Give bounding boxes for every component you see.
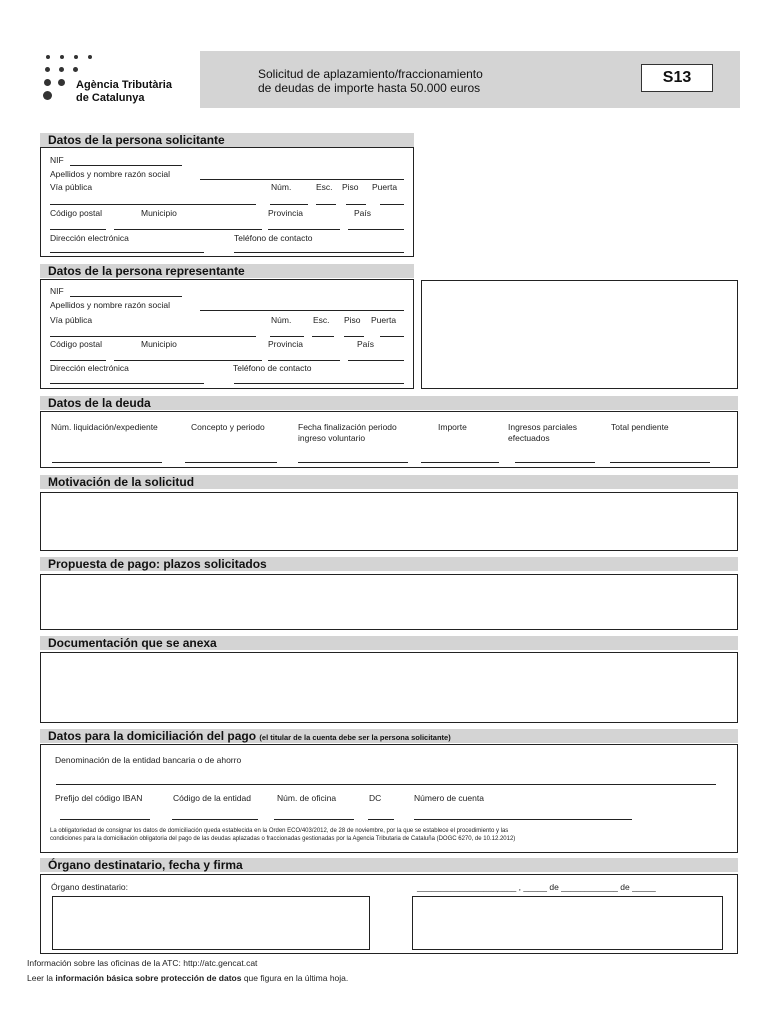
representante-email-label: Dirección electrónica (50, 363, 129, 373)
footer-leer-link[interactable]: información básica sobre protección de datos (55, 973, 242, 983)
deuda-importe-field[interactable] (421, 462, 499, 463)
footer-leer-post: que figura en la última hoja. (241, 973, 349, 983)
representante-piso-label: Piso (344, 315, 361, 325)
deuda-col-expediente: Núm. liquidación/expediente (51, 422, 158, 432)
domiciliacion-title: Datos para la domiciliación del pago (48, 729, 257, 743)
domiciliacion-iban-label: Prefijo del código IBAN (55, 793, 143, 803)
solicitante-via-field[interactable] (50, 204, 256, 205)
representante-cp-field[interactable] (50, 360, 106, 361)
documentacion-textarea[interactable] (40, 652, 738, 723)
representante-pais-label: País (357, 339, 375, 349)
domiciliacion-oficina-label: Núm. de oficina (277, 793, 337, 803)
deuda-fecha-field[interactable] (298, 462, 408, 463)
domiciliacion-entidad-label: Denominación de la entidad bancaria o de ahorro (55, 755, 242, 765)
section-header-domiciliacion (40, 729, 738, 743)
solicitante-num-label: Núm. (271, 182, 292, 192)
deuda-col-ingresos-1: Ingresos parciales (508, 422, 577, 432)
organo-label: Órgano destinatario: (51, 882, 129, 892)
representante-telefono-field[interactable] (234, 383, 404, 384)
domiciliacion-note: (el titular de la cuenta debe ser la persona solicitante) (259, 733, 451, 742)
solicitante-puerta-label: Puerta (372, 182, 398, 192)
representante-provincia-field[interactable] (268, 360, 340, 361)
representante-puerta-label: Puerta (371, 315, 397, 325)
form-title-line1: Solicitud de aplazamiento/fraccionamiento (258, 67, 483, 81)
section-header-representante: Datos de la persona representante (40, 264, 414, 278)
footer-info: Información sobre las oficinas de la ATC: http://atc.gencat.cat (27, 958, 258, 968)
solicitante-email-label: Dirección electrónica (50, 233, 129, 243)
representante-cp-label: Código postal (50, 339, 102, 349)
form-title-line2: de deudas de importe hasta 50.000 euros (258, 81, 481, 95)
representante-puerta-field[interactable] (380, 336, 404, 337)
domiciliacion-legal-1: La obligatoriedad de consignar los datos de domiciliación queda establecida en la Orden ECO/403/2012, de 28 de noviembre, por la que se establece el procedimiento y las (50, 828, 509, 834)
section-header-organo: Órgano destinatario, fecha y firma (40, 858, 738, 872)
solicitante-apellidos-field[interactable] (200, 179, 404, 180)
solicitante-telefono-label: Teléfono de contacto (234, 233, 313, 243)
representante-stamp-box[interactable] (421, 280, 738, 389)
solicitante-municipio-field[interactable] (114, 229, 262, 230)
deuda-ingresos-field[interactable] (515, 462, 595, 463)
representante-telefono-label: Teléfono de contacto (233, 363, 312, 373)
representante-municipio-label: Municipio (141, 339, 177, 349)
solicitante-cp-label: Código postal (50, 208, 102, 218)
domiciliacion-dc-field[interactable] (368, 819, 394, 820)
solicitante-via-label: Vía pública (50, 182, 93, 192)
form-code: S13 (662, 69, 692, 86)
domiciliacion-oficina-field[interactable] (274, 819, 354, 820)
section-header-propuesta: Propuesta de pago: plazos solicitados (40, 557, 738, 571)
representante-apellidos-label: Apellidos y nombre razón social (50, 300, 171, 310)
logo-line1: Agència Tributària (76, 79, 172, 91)
domiciliacion-cuenta-label: Número de cuenta (414, 793, 484, 803)
deuda-expediente-field[interactable] (52, 462, 162, 463)
solicitante-nif-label: NIF (50, 155, 64, 165)
domiciliacion-entidad-field[interactable] (56, 784, 716, 785)
deuda-col-total: Total pendiente (611, 422, 669, 432)
section-header-deuda: Datos de la deuda (40, 396, 738, 410)
deuda-box (40, 411, 738, 468)
representante-nif-label: NIF (50, 286, 64, 296)
section-header-documentacion: Documentación que se anexa (40, 636, 738, 650)
representante-nif-field[interactable] (70, 296, 182, 297)
form-code-box (641, 64, 713, 92)
section-header-solicitante: Datos de la persona solicitante (40, 133, 414, 147)
deuda-col-concepto: Concepto y periodo (191, 422, 265, 432)
solicitante-cp-field[interactable] (50, 229, 106, 230)
representante-num-field[interactable] (270, 336, 304, 337)
domiciliacion-codentidad-field[interactable] (172, 819, 258, 820)
domiciliacion-dc-label: DC (369, 793, 382, 803)
representante-pais-field[interactable] (348, 360, 404, 361)
solicitante-pais-field[interactable] (348, 229, 404, 230)
representante-provincia-label: Provincia (268, 339, 303, 349)
footer-leer-pre: Leer la (27, 973, 56, 983)
motivacion-textarea[interactable] (40, 492, 738, 551)
solicitante-apellidos-label: Apellidos y nombre razón social (50, 169, 171, 179)
propuesta-textarea[interactable] (40, 574, 738, 630)
logo-line2: de Catalunya (76, 92, 145, 104)
deuda-concepto-field[interactable] (185, 462, 277, 463)
representante-esc-field[interactable] (312, 336, 334, 337)
representante-municipio-field[interactable] (114, 360, 262, 361)
deuda-total-field[interactable] (610, 462, 710, 463)
domiciliacion-cuenta-field[interactable] (414, 819, 632, 820)
solicitante-pais-label: País (354, 208, 372, 218)
footer-leer (27, 973, 348, 983)
deuda-col-ingresos-2: efectuados (508, 433, 550, 443)
solicitante-esc-label: Esc. (316, 182, 333, 192)
solicitante-provincia-label: Provincia (268, 208, 303, 218)
representante-email-field[interactable] (50, 383, 204, 384)
solicitante-puerta-field[interactable] (380, 204, 404, 205)
solicitante-provincia-field[interactable] (268, 229, 340, 230)
representante-apellidos-field[interactable] (200, 310, 404, 311)
representante-piso-field[interactable] (344, 336, 364, 337)
deuda-col-fecha-2: ingreso voluntario (298, 433, 366, 443)
deuda-col-importe: Importe (438, 422, 467, 432)
representante-via-label: Vía pública (50, 315, 93, 325)
organo-destinatario-field[interactable] (52, 896, 370, 950)
solicitante-nif-field[interactable] (70, 165, 182, 166)
solicitante-piso-label: Piso (342, 182, 359, 192)
solicitante-municipio-label: Municipio (141, 208, 177, 218)
solicitante-telefono-field[interactable] (234, 252, 404, 253)
representante-via-field[interactable] (50, 336, 256, 337)
solicitante-email-field[interactable] (50, 252, 204, 253)
firma-field[interactable] (412, 896, 723, 950)
deuda-col-fecha-1: Fecha finalización periodo (298, 422, 397, 432)
solicitante-esc-field[interactable] (316, 204, 336, 205)
solicitante-num-field[interactable] (270, 204, 308, 205)
solicitante-piso-field[interactable] (346, 204, 366, 205)
organo-fecha[interactable]: _____________________ , _____ de ____________ de _____ (417, 882, 656, 892)
representante-esc-label: Esc. (313, 315, 330, 325)
section-header-motivacion: Motivación de la solicitud (40, 475, 738, 489)
domiciliacion-iban-field[interactable] (60, 819, 150, 820)
representante-num-label: Núm. (271, 315, 292, 325)
domiciliacion-codentidad-label: Código de la entidad (173, 793, 251, 803)
domiciliacion-legal-2: condiciones para la domiciliación obligatoria del pago de las deudas aplazadas o fraccionadas gestionadas por la Agencia Tributaria de Cataluña (DOGC 6270, de 10.12.2012) (50, 836, 516, 842)
